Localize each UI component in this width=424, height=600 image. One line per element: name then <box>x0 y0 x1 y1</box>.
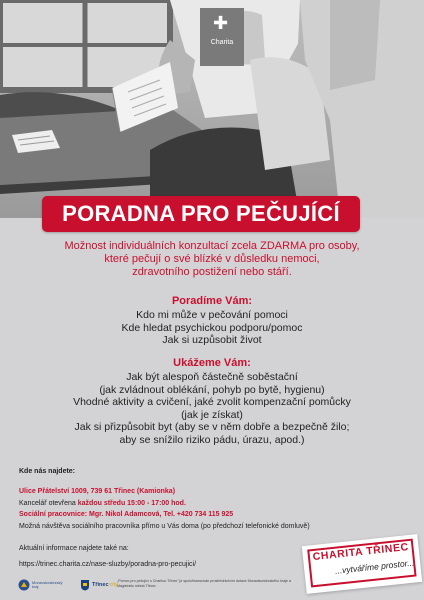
intro-text <box>30 240 394 279</box>
intro-line: které pečují o své blízké v důsledku nemoci, <box>104 253 320 265</box>
list-item: Jak být alespoň částečně soběstační <box>126 371 298 383</box>
section-list-poradime <box>30 309 394 347</box>
contact-block <box>19 466 319 571</box>
office-hours-label: Kancelář otevřena <box>19 499 78 507</box>
list-item: (jak je získat) <box>181 408 243 421</box>
stamp-title: CHARITA TŘINEC <box>312 541 410 564</box>
stamp-subtitle: ...vytváříme prostor... <box>334 557 415 576</box>
contact-heading: Kde nás najdete: <box>19 468 76 475</box>
charita-cross-icon: ✚ <box>213 13 229 33</box>
website-link[interactable]: https://trinec.charita.cz/nase-sluzby/poradna-pro-pecujici/ <box>19 561 197 569</box>
caregiver-photo <box>0 0 424 218</box>
trinec-logo-suffix: city <box>109 582 118 588</box>
intro-line: zdravotního postižení nebo stáří. <box>132 266 292 278</box>
office-hours-value: každou středu 15:00 - 17:00 hod. <box>77 499 186 507</box>
msk-logo <box>18 579 63 591</box>
msk-logo-text: Moravskoslezský kraj <box>32 579 63 589</box>
info-label: Aktuální informace najdete také na: <box>19 545 129 553</box>
page-title: PORADNA PRO PEČUJÍCÍ <box>62 201 340 226</box>
list-item: (jak zvládnout oblékání, pohyb po bytě, hygienu) <box>99 383 325 396</box>
list-item: Jak si přizpůsobit byt (aby se v něm dobře a bezpečně žilo; <box>74 421 350 433</box>
office-hours <box>19 498 319 509</box>
trinec-emblem-icon <box>80 579 90 591</box>
list-item: aby se snížilo riziko pádu, úrazu, apod.) <box>119 433 305 446</box>
list-item: Vhodné aktivity a cvičení, jaké zvolit kompenzační pomůcky <box>73 396 351 408</box>
section-list-ukazeme <box>30 371 394 446</box>
trinec-logo-text: Třinec <box>92 582 109 588</box>
list-item: Jak si uzpůsobit život <box>162 334 262 346</box>
funding-footnote: „Pomoc pro pečující s Charitou Třinec" je spolufinancován prostřednictvím dotace Moravskoslezského kraje a Magistrátu města Třince. <box>117 579 291 588</box>
footer-logos <box>18 577 118 593</box>
list-item: Kdo mi může v pečování pomoci <box>136 309 288 321</box>
list-item: Kde hledat psychickou podporu/pomoc <box>121 321 303 334</box>
charita-badge-text: Charita <box>210 39 234 46</box>
trinec-logo <box>80 579 118 591</box>
charita-badge <box>200 8 244 66</box>
social-worker: Sociální pracovnice: Mgr. Nikol Adamcová, Tel. +420 734 115 925 <box>19 511 234 519</box>
title-banner <box>42 196 360 232</box>
address: Ulice Přátelství 1009, 739 61 Třinec (Kamionka) <box>19 488 176 496</box>
home-visit-note: Možná návštěva sociálního pracovníka přímo u Vás doma (po předchozí telefonické domluvě) <box>19 522 310 530</box>
msk-emblem-icon <box>18 579 30 591</box>
charita-trinec-stamp <box>302 534 422 594</box>
section-heading-ukazeme: Ukážeme Vám: <box>173 357 251 369</box>
intro-line: Možnost individuálních konzultací zcela ZDARMA pro osoby, <box>64 240 360 252</box>
section-heading-poradime: Poradíme Vám: <box>171 295 253 307</box>
